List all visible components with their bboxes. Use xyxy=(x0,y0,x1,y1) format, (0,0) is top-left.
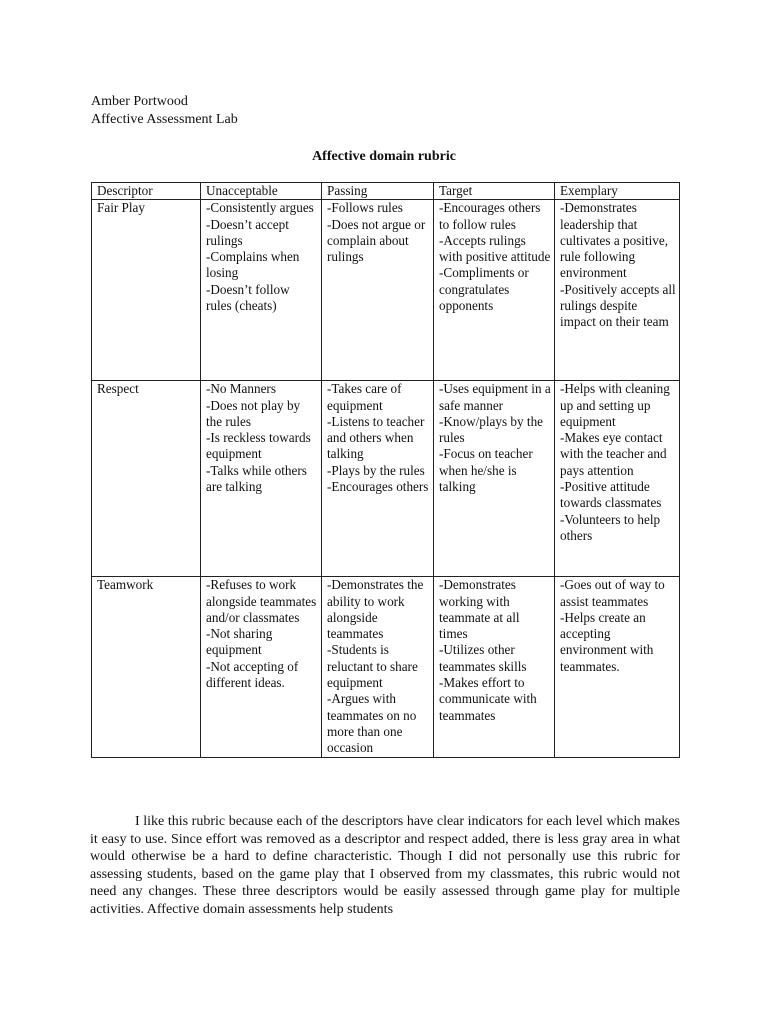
column-header-target: Target xyxy=(434,183,555,200)
column-header-descriptor: Descriptor xyxy=(92,183,201,200)
unacceptable-cell: -Refuses to work alongside teammates and/or classmates -Not sharing equipment -Not accepting of different ideas. xyxy=(201,577,322,757)
document-header xyxy=(91,93,238,129)
descriptor-cell: Teamwork xyxy=(92,577,201,757)
exemplary-cell: -Helps with cleaning up and setting up equipment -Makes eye contact with the teacher and pays attention -Positive attitude towards classmates -Volunteers to help others xyxy=(555,381,680,577)
column-header-passing: Passing xyxy=(322,183,434,200)
unacceptable-cell: -Consistently argues -Doesn’t accept rulings -Complains when losing -Doesn’t follow rules (cheats) xyxy=(201,200,322,381)
descriptor-cell: Fair Play xyxy=(92,200,201,381)
target-cell: -Uses equipment in a safe manner -Know/plays by the rules -Focus on teacher when he/she is talking xyxy=(434,381,555,577)
exemplary-cell: -Demonstrates leadership that cultivates a positive, rule following environment -Positively accepts all rulings despite impact on their team xyxy=(555,200,680,381)
reflection-paragraph: I like this rubric because each of the descriptors have clear indicators for each level which makes it easy to use. Since effort was removed as a descriptor and respect added, there is less gray area in what would otherwise be a hard to define characteristic. Though I did not personally use this rubric for assessing students, based on the game play that I observed from my classmates, this rubric would not need any changes. These three descriptors would be easily assessed through game play for multiple activities. Affective domain assessments help students xyxy=(90,814,680,917)
course-name: Affective Assessment Lab xyxy=(91,112,238,127)
target-cell: -Encourages others to follow rules -Accepts rulings with positive attitude -Compliments or congratulates opponents xyxy=(434,200,555,381)
target-cell: -Demonstrates working with teammate at all times -Utilizes other teammates skills -Makes effort to communicate with teammates xyxy=(434,577,555,757)
rubric-title: Affective domain rubric xyxy=(312,149,456,164)
column-header-exemplary: Exemplary xyxy=(555,183,680,200)
descriptor-cell: Respect xyxy=(92,381,201,577)
exemplary-cell: -Goes out of way to assist teammates -Helps create an accepting environment with teammates. xyxy=(555,577,680,757)
rubric-row-teamwork xyxy=(92,577,680,757)
passing-cell: -Takes care of equipment -Listens to teacher and others when talking -Plays by the rules -Encourages others xyxy=(322,381,434,577)
author-name: Amber Portwood xyxy=(91,94,188,109)
column-header-unacceptable: Unacceptable xyxy=(201,183,322,200)
rubric-row-fair-play xyxy=(92,200,680,381)
passing-cell: -Demonstrates the ability to work alongside teammates -Students is reluctant to share equipment -Argues with teammates on no more than one occasion xyxy=(322,577,434,757)
passing-cell: -Follows rules -Does not argue or complain about rulings xyxy=(322,200,434,381)
rubric-header-row xyxy=(92,183,680,200)
rubric-table xyxy=(91,182,680,758)
rubric-row-respect xyxy=(92,381,680,577)
unacceptable-cell: -No Manners -Does not play by the rules -Is reckless towards equipment -Talks while others are talking xyxy=(201,381,322,577)
